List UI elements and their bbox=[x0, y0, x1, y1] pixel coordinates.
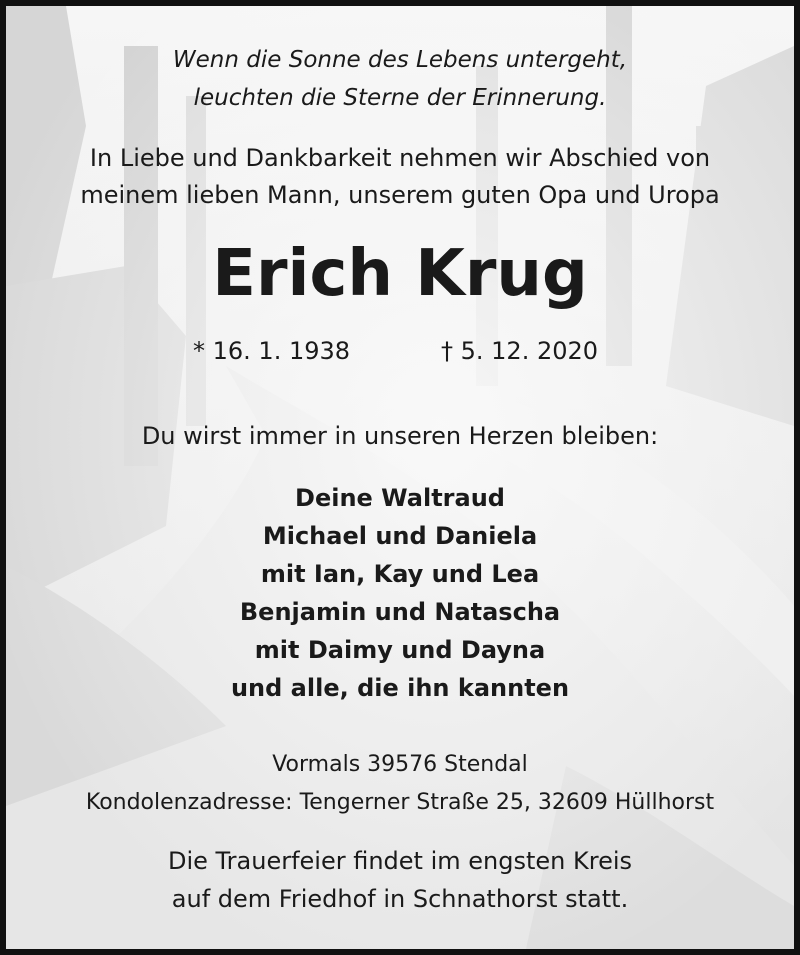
mourner-line: Deine Waltraud bbox=[295, 484, 505, 512]
intro-line-1: In Liebe und Dankbarkeit nehmen wir Abschied von bbox=[89, 144, 711, 172]
mourner-line: mit Ian, Kay und Lea bbox=[260, 560, 540, 588]
mourner-line: Benjamin und Natascha bbox=[239, 598, 561, 626]
death-date: † 5. 12. 2020 bbox=[441, 337, 599, 365]
funeral-info-line-1: Die Trauerfeier findet im engsten Kreis bbox=[167, 847, 633, 875]
farewell-message: Du wirst immer in unseren Herzen bleiben: bbox=[141, 422, 659, 450]
condolence-address: Kondolenzadresse: Tengerner Straße 25, 32609 Hüllhorst bbox=[85, 790, 715, 815]
mourner-line: mit Daimy und Dayna bbox=[254, 636, 546, 664]
funeral-info-line-2: auf dem Friedhof in Schnathorst statt. bbox=[171, 885, 629, 913]
quote-line-2: leuchten die Sterne der Erinnerung. bbox=[193, 85, 607, 111]
quote-line-1: Wenn die Sonne des Lebens untergeht, bbox=[172, 47, 628, 73]
birth-date: * 16. 1. 1938 bbox=[193, 337, 351, 365]
deceased-name: Erich Krug bbox=[212, 237, 588, 311]
mourner-line: Michael und Daniela bbox=[262, 522, 538, 550]
mourner-line: und alle, die ihn kannten bbox=[230, 674, 570, 702]
former-residence: Vormals 39576 Stendal bbox=[272, 752, 528, 777]
intro-line-2: meinem lieben Mann, unserem guten Opa und Uropa bbox=[80, 181, 720, 209]
